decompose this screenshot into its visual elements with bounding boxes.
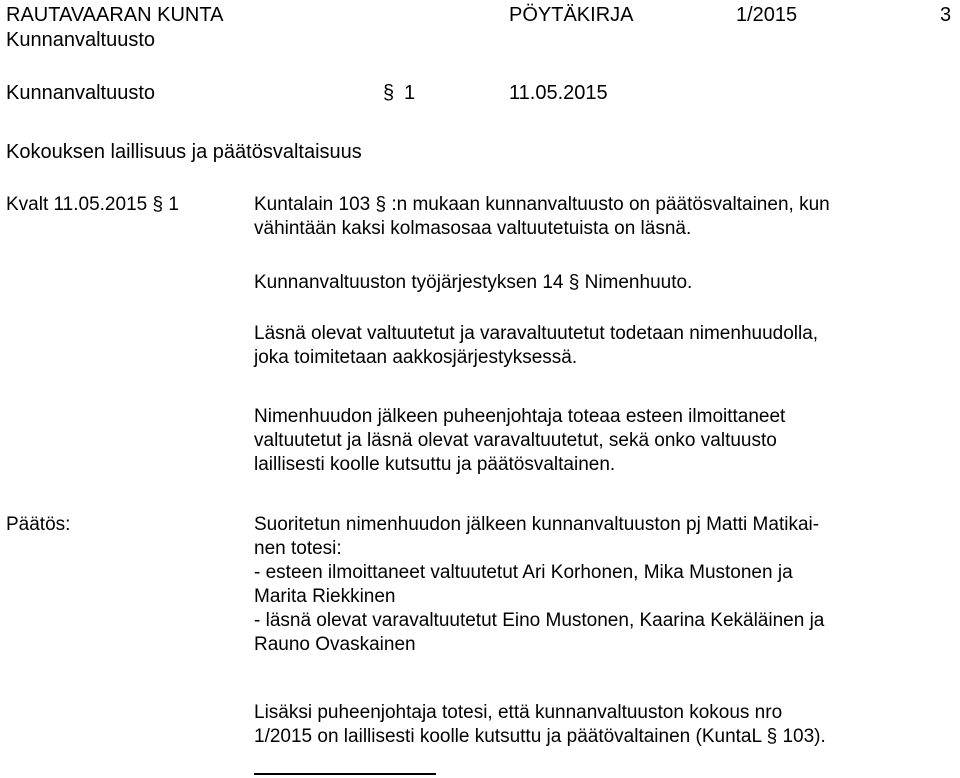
decision-line6: Rauno Ovaskainen — [254, 634, 416, 655]
item-title: Kokouksen laillisuus ja päätösvaltaisuus — [6, 141, 362, 163]
meeting-organ: Kunnanvaltuusto — [6, 82, 156, 104]
body-p4-line1: Nimenhuudon jälkeen puheenjohtaja toteaa esteen ilmoittaneet — [254, 406, 786, 427]
signature-rule — [254, 773, 436, 775]
body-p1-line2: vähintään kaksi kolmasosaa valtuutetuista on läsnä. — [254, 218, 692, 239]
municipality-name: RAUTAVAARAN KUNTA — [6, 4, 224, 26]
decision-line4: Marita Riekkinen — [254, 586, 396, 607]
decision-text — [254, 513, 954, 657]
body-text — [254, 193, 954, 370]
body-paragraph-4 — [254, 405, 954, 477]
body-p3-line1: Läsnä olevat valtuutetut ja varavaltuutetut todetaan nimenhuudolla, — [254, 323, 819, 344]
meeting-date: 11.05.2015 — [509, 82, 608, 104]
body-p2: Kunnanvaltuuston työjärjestyksen 14 § Nimenhuuto. — [254, 272, 693, 293]
header-organ: Kunnanvaltuusto — [6, 29, 156, 51]
body-p4-line3: laillisesti koolle kutsuttu ja päätösvaltainen. — [254, 454, 616, 475]
document-number: 1/2015 — [736, 4, 798, 26]
item-reference: Kvalt 11.05.2015 § 1 — [6, 194, 179, 215]
section-symbol: § — [383, 82, 395, 104]
decision-label: Päätös: — [6, 514, 71, 535]
decision-line2: nen totesi: — [254, 538, 342, 559]
decision-conclusion — [254, 701, 954, 749]
body-p1-line1: Kuntalain 103 § :n mukaan kunnanvaltuusto on päätösvaltainen, kun — [254, 194, 830, 215]
document-type: PÖYTÄKIRJA — [509, 4, 634, 26]
body-p4-line2: valtuutetut ja läsnä olevat varavaltuutetut, sekä onko valtuusto — [254, 430, 777, 451]
decision-line5: - läsnä olevat varavaltuutetut Eino Mustonen, Kaarina Kekäläinen ja — [254, 610, 825, 631]
decision-line1: Suoritetun nimenhuudon jälkeen kunnanvaltuuston pj Matti Matikai- — [254, 514, 820, 535]
body-p3-line2: joka toimitetaan aakkosjärjestyksessä. — [254, 347, 578, 368]
decision-line3: - esteen ilmoittaneet valtuutetut Ari Korhonen, Mika Mustonen ja — [254, 562, 793, 583]
decision-line7: Lisäksi puheenjohtaja totesi, että kunnanvaltuuston kokous nro — [254, 702, 783, 723]
decision-line8: 1/2015 on laillisesti koolle kutsuttu ja päätövaltainen (KuntaL § 103). — [254, 726, 826, 747]
section-number: 1 — [404, 82, 416, 104]
page-number: 3 — [940, 4, 952, 26]
